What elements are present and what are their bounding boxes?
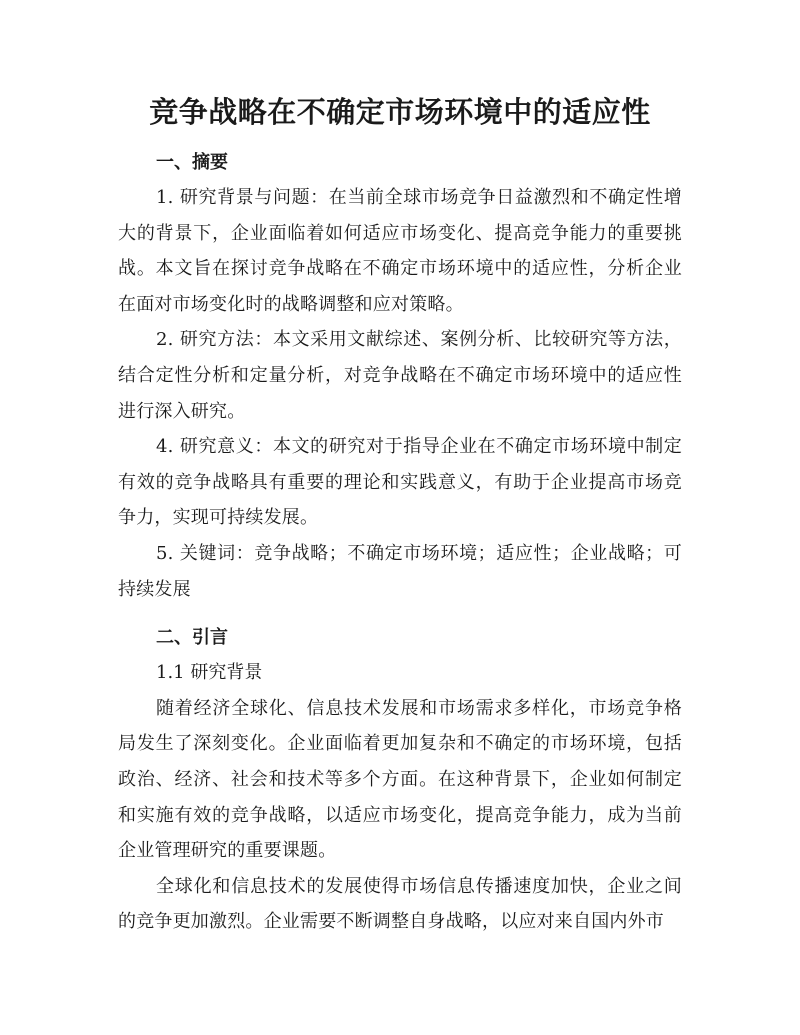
page-title: 竞争战略在不确定市场环境中的适应性: [149, 95, 651, 129]
section-heading-abstract: 一、摘要: [156, 152, 228, 173]
abstract-paragraph-significance: 4. 研究意义：本文的研究对于指导企业在不确定市场环境中制定有效的竞争战略具有重要的理论和实践意义，有助于企业提高市场竞争力，实现可持续发展。: [118, 436, 682, 529]
introduction-paragraph-2: 全球化和信息技术的发展使得市场信息传播速度加快，企业之间的竞争更加激烈。企业需要不断调整自身战略，以应对来自国内外市: [118, 875, 682, 933]
introduction-paragraph-1: 随着经济全球化、信息技术发展和市场需求多样化，市场竞争格局发生了深刻变化。企业面临着更加复杂和不确定的市场环境，包括政治、经济、社会和技术等多个方面。在这种背景下，企业如何制定和实施有效的竞争战略，以适应市场变化，提高竞争能力，成为当前企业管理研究的重要课题。: [118, 697, 682, 862]
abstract-paragraph-keywords: 5. 关键词：竞争战略；不确定市场环境；适应性；企业战略；可持续发展: [118, 542, 682, 600]
abstract-paragraph-background: 1. 研究背景与问题：在当前全球市场竞争日益激烈和不确定性增大的背景下，企业面临着如何适应市场变化、提高竞争能力的重要挑战。本文旨在探讨竞争战略在不确定市场环境中的适应性，分析企业在面对市场变化时的战略调整和应对策略。: [118, 187, 682, 315]
abstract-paragraph-methods: 2. 研究方法：本文采用文献综述、案例分析、比较研究等方法，结合定性分析和定量分析，对竞争战略在不确定市场环境中的适应性进行深入研究。: [118, 329, 682, 422]
subsection-heading-background: 1.1 研究背景: [156, 662, 263, 684]
section-heading-introduction: 二、引言: [156, 627, 228, 649]
